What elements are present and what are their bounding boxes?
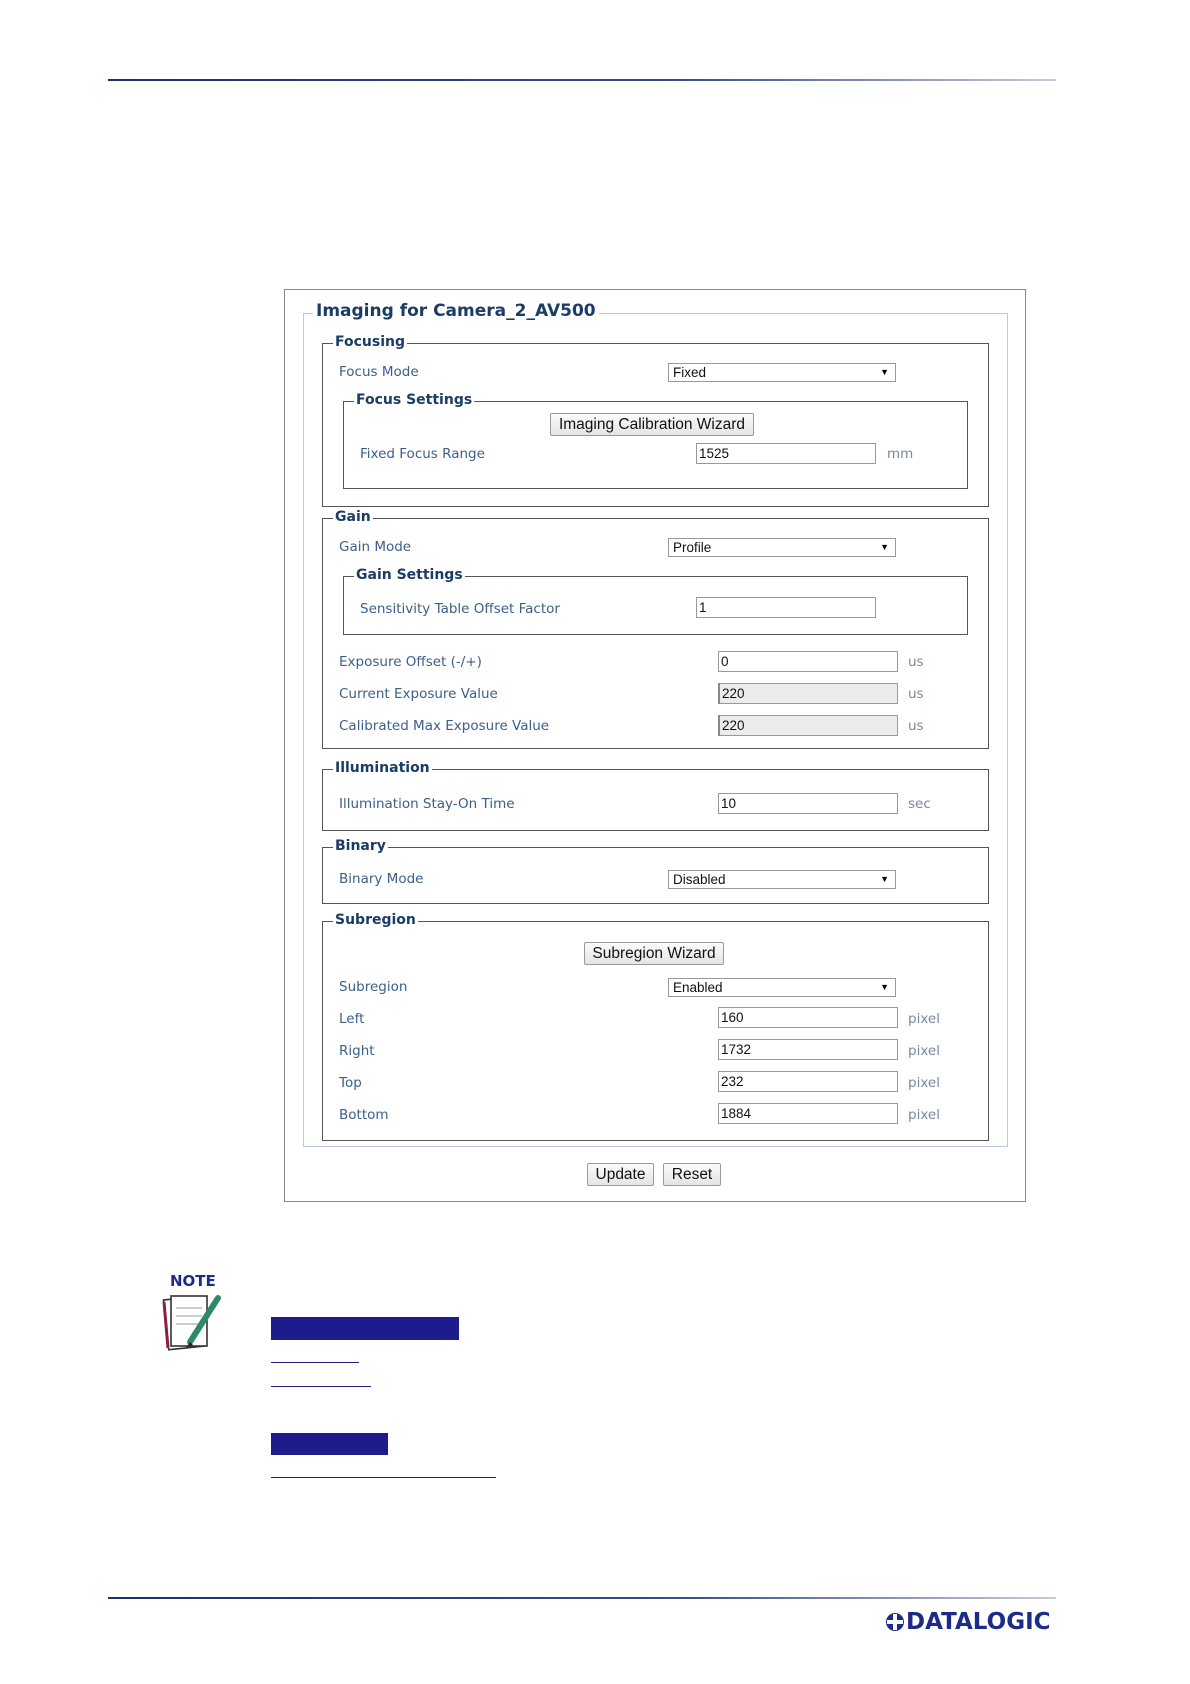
right-input[interactable]: 1732	[718, 1039, 898, 1060]
header-rule	[108, 79, 1056, 81]
sensitivity-offset-label: Sensitivity Table Offset Factor	[360, 601, 560, 617]
gain-mode-label: Gain Mode	[339, 539, 412, 555]
fixed-focus-range-input[interactable]: 1525	[696, 443, 876, 464]
datalogic-logo	[884, 1608, 1056, 1636]
current-exposure-unit: us	[908, 686, 924, 702]
imaging-panel	[303, 301, 1008, 1147]
focus-mode-select[interactable]	[668, 363, 896, 382]
exposure-offset-label: Exposure Offset (-/+)	[339, 654, 482, 670]
subregion-value: Enabled	[673, 980, 723, 995]
calibrated-max-exposure-field: 220	[718, 715, 898, 736]
right-unit: pixel	[908, 1043, 940, 1059]
focus-settings-group	[343, 392, 968, 489]
gain-settings-group	[343, 567, 968, 635]
exposure-offset-input[interactable]: 0	[718, 651, 898, 672]
binary-legend: Binary	[335, 838, 386, 854]
left-unit: pixel	[908, 1011, 940, 1027]
subregion-group	[322, 912, 989, 1141]
gain-mode-value: Profile	[673, 540, 712, 555]
note-icon-label: NOTE	[170, 1272, 216, 1290]
bottom-input[interactable]: 1884	[718, 1103, 898, 1124]
imaging-calibration-wizard-button[interactable]: Imaging Calibration Wizard	[550, 413, 754, 436]
note-underline	[271, 1477, 496, 1478]
binary-mode-value: Disabled	[673, 872, 726, 887]
note-link-redacted	[271, 1433, 388, 1455]
chevron-down-icon: ▼	[880, 367, 889, 377]
illumination-legend: Illumination	[335, 760, 430, 776]
note-link-redacted	[271, 1317, 459, 1340]
bottom-label: Bottom	[339, 1107, 389, 1123]
exposure-offset-unit: us	[908, 654, 924, 670]
chevron-down-icon: ▼	[880, 874, 889, 884]
panel-title: Imaging for Camera_2_AV500	[313, 301, 599, 321]
focusing-legend: Focusing	[335, 334, 405, 350]
gain-mode-select[interactable]	[668, 538, 896, 557]
calibrated-max-exposure-unit: us	[908, 718, 924, 734]
left-input[interactable]: 160	[718, 1007, 898, 1028]
gain-group	[322, 509, 989, 749]
imaging-screenshot	[284, 289, 1026, 1202]
current-exposure-field: 220	[718, 683, 898, 704]
right-label: Right	[339, 1043, 375, 1059]
note-underline	[271, 1362, 359, 1363]
note-underline	[271, 1386, 371, 1387]
subregion-legend: Subregion	[335, 912, 416, 928]
focus-mode-label: Focus Mode	[339, 364, 419, 380]
current-exposure-label: Current Exposure Value	[339, 686, 498, 702]
fixed-focus-range-label: Fixed Focus Range	[360, 446, 485, 462]
fixed-focus-range-unit: mm	[887, 446, 914, 462]
binary-mode-select[interactable]	[668, 870, 896, 889]
update-button[interactable]: Update	[587, 1163, 654, 1186]
datalogic-mark-icon	[884, 1608, 906, 1636]
focus-mode-value: Fixed	[673, 365, 707, 380]
footer-rule	[108, 1597, 1056, 1599]
top-input[interactable]: 232	[718, 1071, 898, 1092]
datalogic-logo-text: DATALOGIC	[906, 1609, 1051, 1635]
illumination-stay-on-label: Illumination Stay-On Time	[339, 796, 515, 812]
chevron-down-icon: ▼	[880, 982, 889, 992]
subregion-label: Subregion	[339, 979, 408, 995]
illumination-stay-on-input[interactable]: 10	[718, 793, 898, 814]
focus-settings-legend: Focus Settings	[356, 392, 473, 408]
subregion-select[interactable]	[668, 978, 896, 997]
gain-legend: Gain	[335, 509, 371, 525]
left-label: Left	[339, 1011, 365, 1027]
top-label: Top	[339, 1075, 362, 1091]
binary-group	[322, 838, 989, 904]
reset-button[interactable]: Reset	[663, 1163, 721, 1186]
note-icon	[160, 1272, 230, 1352]
illumination-stay-on-unit: sec	[908, 796, 931, 812]
subregion-wizard-button[interactable]: Subregion Wizard	[584, 942, 724, 965]
calibrated-max-exposure-label: Calibrated Max Exposure Value	[339, 718, 550, 734]
illumination-group	[322, 760, 989, 831]
sensitivity-offset-input[interactable]: 1	[696, 597, 876, 618]
bottom-unit: pixel	[908, 1107, 940, 1123]
gain-settings-legend: Gain Settings	[356, 567, 463, 583]
focusing-group	[322, 334, 989, 507]
chevron-down-icon: ▼	[880, 542, 889, 552]
top-unit: pixel	[908, 1075, 940, 1091]
binary-mode-label: Binary Mode	[339, 871, 424, 887]
